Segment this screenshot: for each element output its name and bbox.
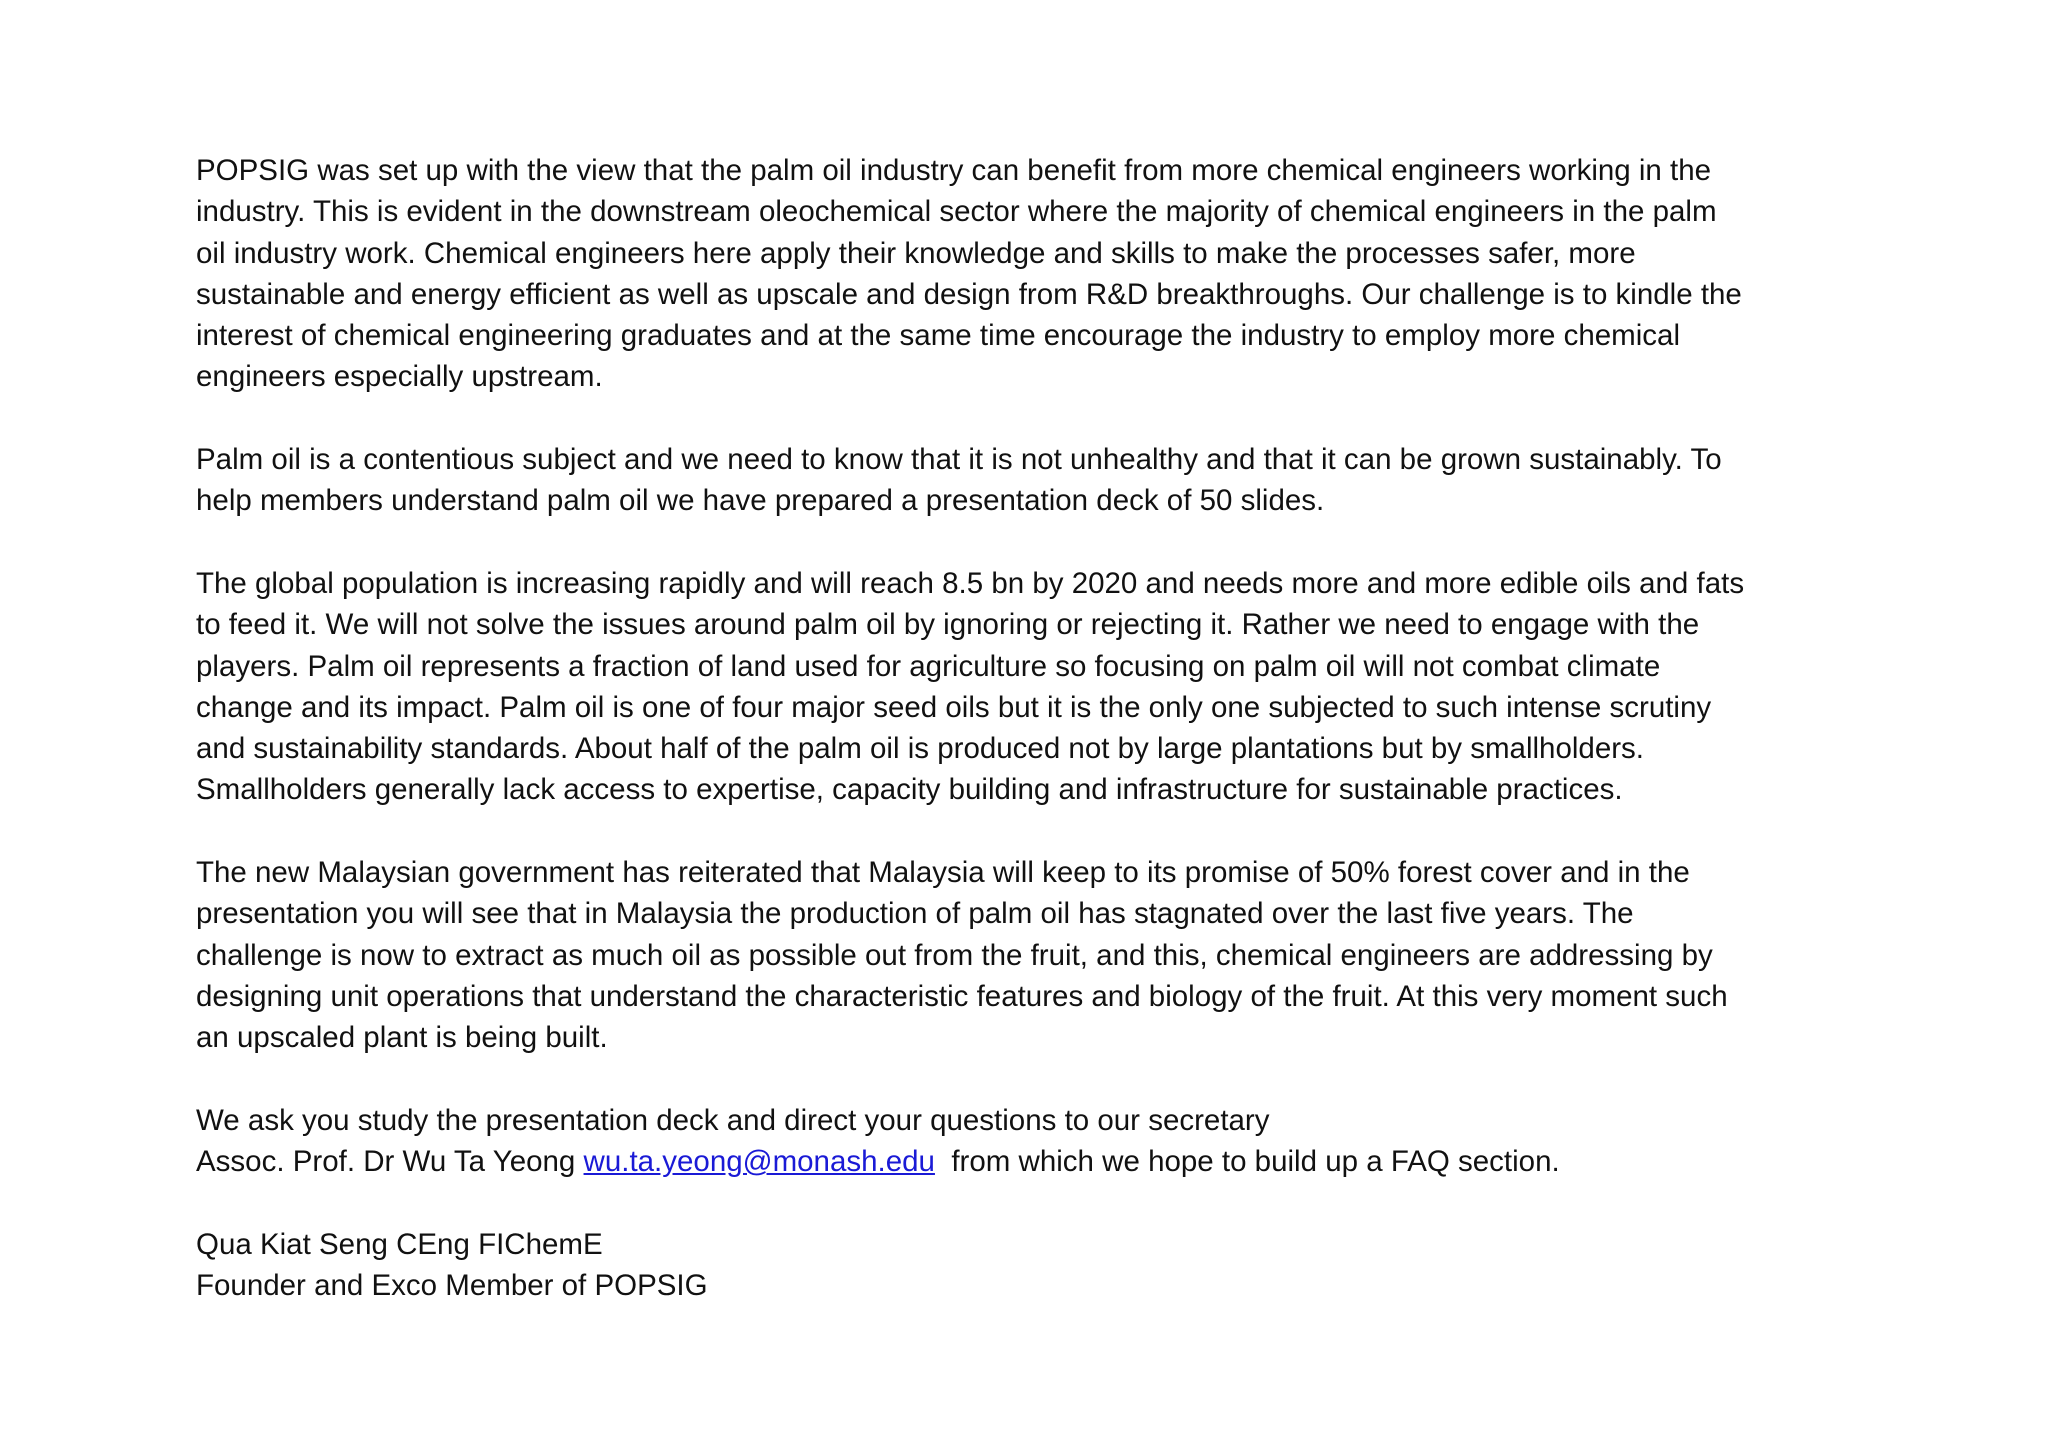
text-line: The global population is increasing rapidly and will reach 8.5 bn by 2020 and needs more and more edible oils and fats [196, 566, 1745, 600]
paragraph-global-population [196, 563, 1896, 811]
text-line: change and its impact. Palm oil is one of four major seed oils but it is the only one subjected to such intense scrutiny [196, 690, 1712, 724]
text-line: industry. This is evident in the downstream oleochemical sector where the majority of chemical engineers in the palm [196, 195, 1717, 229]
letter-body [196, 150, 1896, 1348]
text-line: engineers especially upstream. [196, 360, 603, 394]
secretary-name: Assoc. Prof. Dr Wu Ta Yeong [196, 1145, 584, 1179]
text-line: oil industry work. Chemical engineers here apply their knowledge and skills to make the processes safer, more [196, 236, 1636, 270]
text-line: challenge is now to extract as much oil as possible out from the fruit, and this, chemical engineers are addressing by [196, 938, 1713, 972]
paragraph-presentation-deck [196, 439, 1896, 522]
text-line: to feed it. We will not solve the issues around palm oil by ignoring or rejecting it. Rather we need to engage with the [196, 608, 1700, 642]
text-line: Palm oil is a contentious subject and we need to know that it is not unhealthy and that it can be grown sustainably. To [196, 443, 1722, 477]
text-line: sustainable and energy efficient as well as upscale and design from R&D breakthroughs. Our challenge is to kindle the [196, 277, 1742, 311]
paragraph-contact [196, 1100, 1896, 1183]
text-line: POPSIG was set up with the view that the palm oil industry can benefit from more chemical engineers working in the [196, 154, 1712, 187]
text-line: players. Palm oil represents a fraction of land used for agriculture so focusing on palm oil will not combat climate [196, 649, 1661, 683]
faq-note: from which we hope to build up a FAQ section. [934, 1145, 1560, 1179]
text-line: The new Malaysian government has reiterated that Malaysia will keep to its promise of 50% forest cover and in the [196, 856, 1690, 890]
paragraph-malaysian-government [196, 852, 1896, 1058]
signature-block [196, 1224, 1896, 1307]
text-line: help members understand palm oil we have prepared a presentation deck of 50 slides. [196, 484, 1325, 518]
paragraph-popsig-purpose [196, 150, 1896, 398]
text-line: an upscaled plant is being built. [196, 1021, 608, 1055]
secretary-email-link[interactable]: wu.ta.yeong@monash.edu [583, 1145, 935, 1179]
text-line: designing unit operations that understand the characteristic features and biology of the fruit. At this very moment such [196, 979, 1728, 1013]
signatory-name: Qua Kiat Seng CEng FIChemE [196, 1227, 603, 1261]
text-line: and sustainability standards. About half of the palm oil is produced not by large plantations but by smallholders. [196, 732, 1645, 766]
contact-secretary-line [196, 1141, 1896, 1182]
signatory-title: Founder and Exco Member of POPSIG [196, 1269, 708, 1303]
contact-intro-line: We ask you study the presentation deck and direct your questions to our secretary [196, 1103, 1270, 1137]
text-line: presentation you will see that in Malaysia the production of palm oil has stagnated over the last five years. The [196, 897, 1634, 931]
text-line: interest of chemical engineering graduates and at the same time encourage the industry to employ more chemical [196, 319, 1681, 353]
text-line: Smallholders generally lack access to expertise, capacity building and infrastructure for sustainable practices. [196, 773, 1623, 807]
